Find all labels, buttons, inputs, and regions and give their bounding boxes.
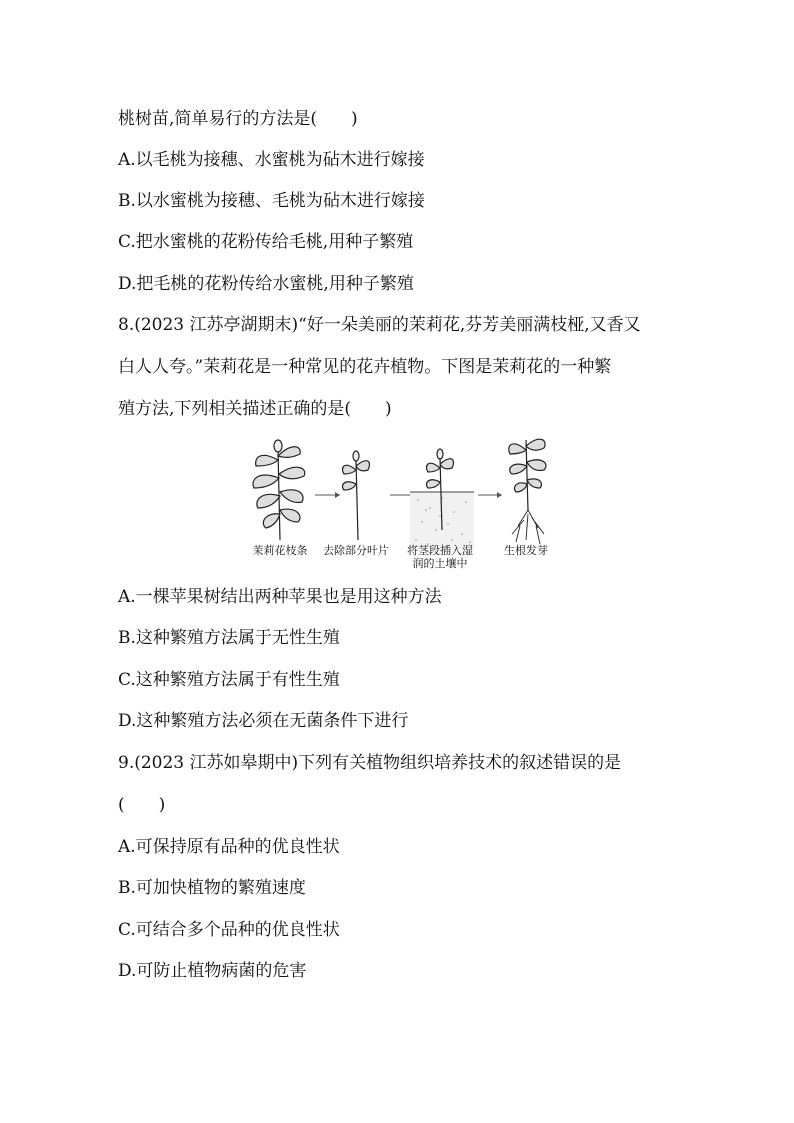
q7-option-a: A.以毛桃为接穗、水蜜桃为砧木进行嫁接 (118, 150, 425, 170)
q9-stem-line-1: 9.(2023 江苏如皋期中)下列有关植物组织培养技术的叙述错误的是 (118, 753, 622, 773)
q8-stem-line-3: 殖方法,下列相关描述正确的是( ) (118, 399, 392, 419)
q8-option-b: B.这种繁殖方法属于无性生殖 (118, 628, 340, 648)
q7-option-b: B.以水蜜桃为接穗、毛桃为砧木进行嫁接 (118, 191, 425, 211)
caption-root-sprout: 生根发芽 (504, 544, 548, 557)
caption-insert-stem-2: 润的土壤中 (412, 557, 468, 570)
q9-option-d: D.可防止植物病菌的危害 (118, 961, 307, 981)
q7-option-d: D.把毛桃的花粉传给水蜜桃,用种子繁殖 (118, 274, 414, 294)
q8-stem-line-2: 白人人夸。”茉莉花是一种常见的花卉植物。下图是茉莉花的一种繁 (118, 357, 612, 377)
jasmine-cutting-figure (240, 430, 560, 570)
propagation-illustration (240, 430, 560, 550)
q9-option-c: C.可结合多个品种的优良性状 (118, 920, 340, 940)
jasmine-branch-drawing (253, 440, 305, 540)
q8-stem-line-1: 8.(2023 江苏亭湖期末)“好一朵美丽的茉莉花,芬芳美丽满枝桠,又香又 (118, 315, 641, 335)
caption-remove-leaves: 去除部分叶片 (323, 544, 389, 557)
q9-stem-line-2: ( ) (118, 795, 166, 815)
q8-option-d: D.这种繁殖方法必须在无菌条件下进行 (118, 711, 409, 731)
caption-jasmine-branch: 茉莉花枝条 (252, 544, 308, 557)
q8-option-c: C.这种繁殖方法属于有性生殖 (118, 670, 340, 690)
stem-segment-drawing (343, 451, 370, 540)
q7-stem-line: 桃树苗,简单易行的方法是( ) (118, 109, 358, 129)
q9-option-a: A.可保持原有品种的优良性状 (118, 837, 340, 857)
rooted-plant-drawing (509, 439, 546, 544)
caption-insert-stem-1: 将茎段插入湿 (407, 544, 473, 557)
stem-in-soil-drawing (410, 449, 474, 550)
q9-option-b: B.可加快植物的繁殖速度 (118, 878, 306, 898)
q8-option-a: A.一棵苹果树结出两种苹果也是用这种方法 (118, 587, 442, 607)
q7-option-c: C.把水蜜桃的花粉传给毛桃,用种子繁殖 (118, 232, 414, 252)
